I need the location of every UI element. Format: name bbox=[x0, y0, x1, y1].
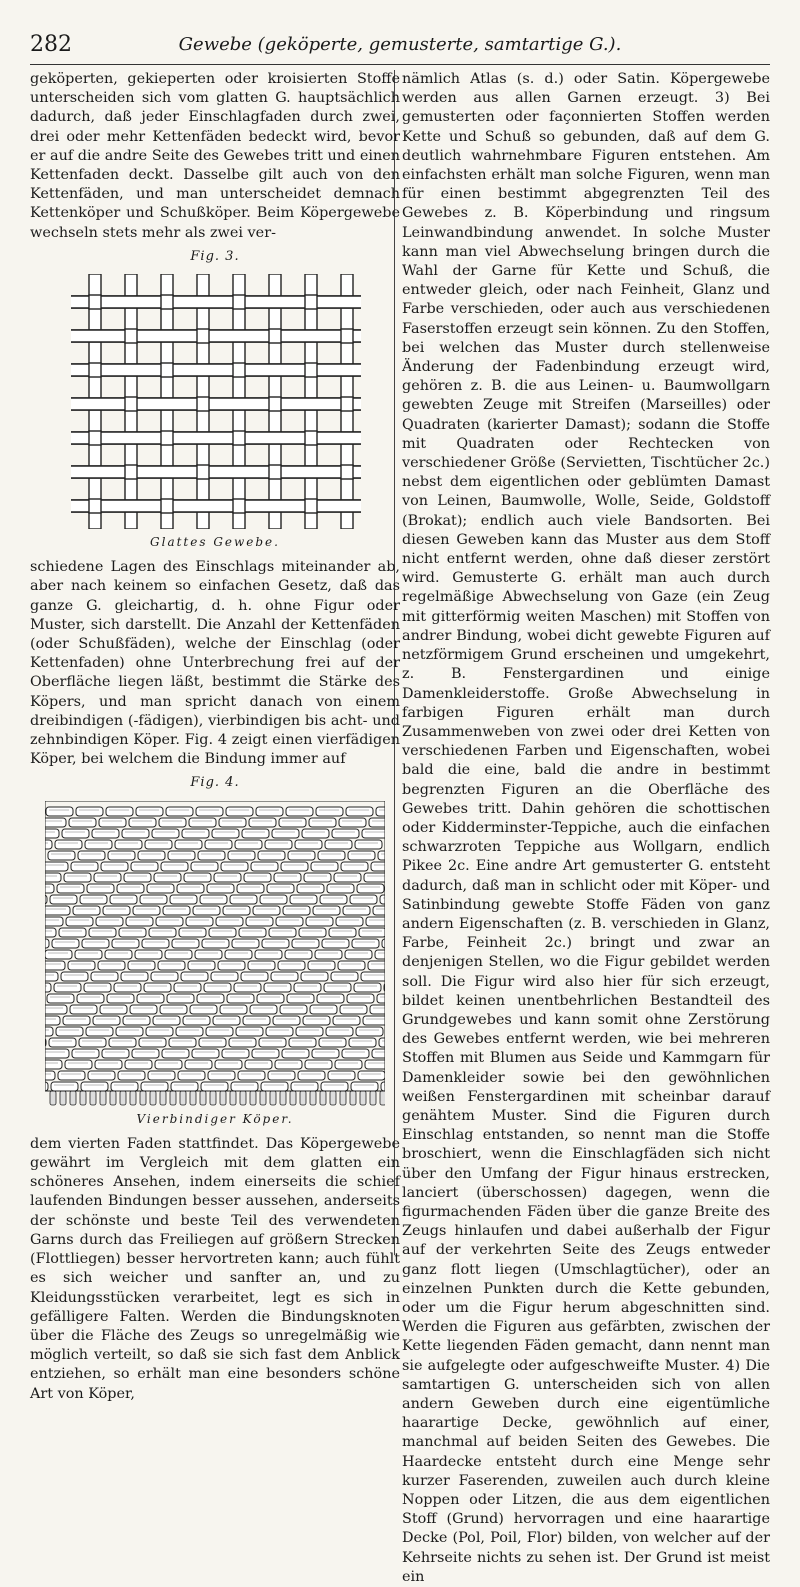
left-paragraph-3: dem vierten Faden stattfindet. Das Köpergewebe gewährt im Vergleich mit dem glatten ein schöneres Ansehen, indem einerseits die schief laufenden Bindungen besser aussehen, anderseits der schönste und beste Teil des verwendeten Garns durch das Freiliegen auf größern Strecken (Flottliegen) besser hervortreten kann; auch fühlt es sich weicher und sanfter an, und zu Kleidungsstücken verarbeitet, legt es sich in gefälligere Falten. Werden die Bindungsknoten über die Fläche des Zeugs so unregelmäßig wie möglich verteilt, so daß sie sich fast dem Anblick entziehen, so erhält man eine besonders schöne Art von Köper, bbox=[30, 1135, 400, 1402]
running-title: Gewebe (geköperte, gemusterte, samtartige G.). bbox=[178, 34, 622, 55]
left-paragraph-1: geköperten, gekieperten oder kroisierten Stoffe unterscheiden sich vom glatten G. hauptsächlich dadurch, daß jeder Einschlagfaden durch zwei, drei oder mehr Kettenfäden bedeckt wird, bevor er auf die andre Seite des Gewebes tritt und einen Kettenfaden deckt. Dasselbe gilt auch von den Kettenfäden, und man unterscheidet demnach Kettenköper und Schußköper. Beim Köpergewebe wechseln stets mehr als zwei ver- bbox=[30, 71, 400, 241]
left-column bbox=[30, 70, 400, 1404]
figure-4 bbox=[30, 773, 400, 1128]
figure-4-label: Fig. 4. bbox=[190, 775, 240, 791]
figure-3-label: Fig. 3. bbox=[190, 248, 240, 264]
plain-weave-illustration bbox=[65, 274, 365, 529]
page-number: 282 bbox=[30, 32, 72, 57]
figure-4-caption: Vierbindiger Köper. bbox=[136, 1111, 294, 1126]
page-header bbox=[30, 30, 770, 65]
right-paragraph-1: nämlich Atlas (s. d.) oder Satin. Köpergewebe werden aus allen Garnen erzeugt. 3) Bei gemusterten oder façonnierten Stoffen werden Kette und Schuß so gebunden, daß auf dem G. deutlich wahrnehmbare Figuren entstehen. Am einfachsten erhält man solche Figuren, wenn man für einen bestimmt abgegrenzten Teil des Gewebes z. B. Köperbindung und ringsum Leinwandbindung anwendet. In solche Muster kann man viel Abwechselung bringen durch die Wahl der Garne für Kette und Schuß, die entweder gleich, oder nach Feinheit, Glanz und Farbe verschieden, oder auch aus verschiedenen Faserstoffen erzeugt sein können. Zu den Stoffen, bei welchen das Muster durch stellenweise Änderung der Fadenbindung erzeugt wird, gehören z. B. die aus Leinen- u. Baumwollgarn gewebten Zeuge mit Streifen (Marseilles) oder Quadraten (karierter Damast); sodann die Stoffe mit Quadraten oder Rechtecken von verschiedener Größe (Servietten, Tischtücher 2c.) nebst dem eigentlichen oder geblümten Damast von Leinen, Baumwolle, Wolle, Seide, Goldstoff (Brokat); endlich auch viele Bandsorten. Bei diesen Geweben kann das Muster aus dem Stoff nicht entfernt werden, ohne daß dieser zerstört wird. Gemusterte G. erhält man auch durch regelmäßige Abwechselung von Gaze (ein Zeug mit gitterförmig weiten Maschen) mit Stoffen von andrer Bindung, wobei dicht gewebte Figuren auf netzförmigem Grund erscheinen und umgekehrt, z. B. Fenstergardinen und einige Damenkleiderstoffe. Große Abwechselung in farbigen Figuren erhält man durch Zusammenweben von zwei oder drei Ketten von verschiedenen Farben und Eigenschaften, wobei bald die eine, bald die andre in bestimmt begrenzten Figuren an die Oberfläche des Gewebes tritt. Dahin gehören die schottischen oder Kidderminster-Teppiche, auch die einfachen schwarzroten Teppiche aus Wollgarn, endlich Pikee 2c. Eine andre Art gemusterter G. entsteht dadurch, daß man in schlicht oder mit Köper- und Satinbindung gewebte Stoffe Fäden von ganz andern Eigenschaften (z. B. verschieden in Glanz, Farbe, Feinheit 2c.) bringt und zwar an denjenigen Stellen, wo die Figur gebildet werden soll. Die Figur wird also hier für sich erzeugt, bildet keinen unentbehrlichen Bestandteil des Grundgewebes und kann somit ohne Zerstörung des Gewebes entfernt werden, wie bei mehreren Stoffen mit Blumen aus Seide und Kammgarn für Damenkleider sowie bei den gewöhnlichen weißen Fenstergardinen mit scheinbar darauf genähtem Muster. Sind die Figuren durch Einschlag entstanden, so nennt man die Stoffe broschiert, wenn die Einschlagfäden sich nicht über den Umfang der Figur hinaus erstrecken, lanciert (überschossen) dagegen, wenn die figurmachenden Fäden über die ganze Breite des Zeugs hinlaufen und dabei außerhalb der Figur auf der verkehrten Seite des Zeugs entweder ganz flott liegen (Umschlagtücher), oder an einzelnen Punkten durch die Kette gebunden, oder um die Figur herum abgeschnitten sind. Werden die Figuren aus gefärbten, zwischen der Kette liegenden Fäden gemacht, dann nennt man sie aufgelegte oder aufgeschweifte Muster. 4) Die samtartigen G. unterscheiden sich von allen andern Geweben durch eine eigentümliche haarartige Decke, gewöhnlich auf einer, manchmal auf beiden Seiten des Gewebes. Die Haardecke entsteht durch eine Menge sehr kurzer Faserenden, zuweilen auch durch kleine Noppen oder Litzen, die aus dem eigentlichen Stoff (Grund) hervorragen und eine haarartige Decke (Pol, Poil, Flor) bilden, von welcher auf der Kehrseite nichts zu sehen ist. Der Grund ist meist ein bbox=[402, 71, 770, 1585]
twill-weave-illustration bbox=[45, 801, 385, 1106]
figure-3 bbox=[30, 247, 400, 552]
figure-3-caption: Glattes Gewebe. bbox=[150, 535, 280, 550]
left-paragraph-2: schiedene Lagen des Einschlags miteinander ab, aber nach keinem so einfachen Gesetz, daß das ganze G. gleichartig, d. h. ohne Figur oder Muster, sich darstellt. Die Anzahl der Kettenfäden (oder Schußfäden), welche der Einschlag (oder Kettenfaden) ohne Unterbrechung frei auf der Oberfläche liegen läßt, bestimmt die Stärke des Köpers, und man spricht danach von einem dreibindigen (-fädigen), vierbindigen bis acht- und zehnbindigen Köper. Fig. 4 zeigt einen vierfädigen Köper, bei welchem die Bindung immer auf bbox=[30, 559, 400, 768]
right-column bbox=[402, 70, 770, 1587]
